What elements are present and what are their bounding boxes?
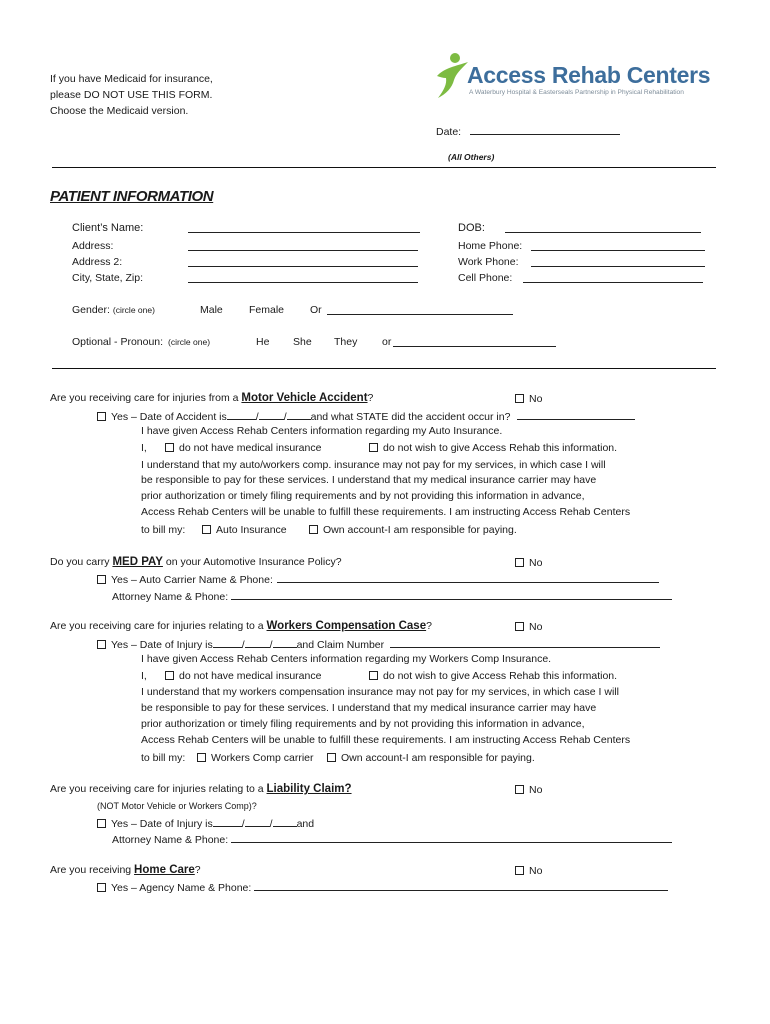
wc-text: Access Rehab Centers will be unable to fulfill these requirements. I am instructing Access Rehab Centers: [141, 734, 631, 746]
attorney-field[interactable]: [231, 832, 672, 843]
mva-text: I have given Access Rehab Centers information regarding my Auto Insurance.: [141, 425, 503, 437]
checkbox[interactable]: [165, 443, 174, 452]
checkbox[interactable]: [369, 443, 378, 452]
claim-number-field[interactable]: [390, 637, 660, 648]
mva-text: Access Rehab Centers will be unable to fulfill these requirements. I am instructing Access Rehab Centers: [141, 506, 631, 518]
logo-name: Access Rehab Centers: [467, 62, 711, 88]
wc-no-insurance-option[interactable]: do not have medical insurance: [165, 670, 321, 682]
work-phone-label: Work Phone:: [458, 256, 519, 268]
client-name-label: Client’s Name:: [72, 222, 144, 234]
homecare-yes-option[interactable]: Yes – Agency Name & Phone:: [97, 880, 668, 894]
agency-field[interactable]: [254, 880, 668, 891]
divider: [52, 368, 716, 369]
checkbox[interactable]: [97, 883, 106, 892]
checkbox[interactable]: [97, 819, 106, 828]
wc-text: I understand that my workers compensation insurance may not pay for my services, in which case I will: [141, 686, 619, 698]
checkbox[interactable]: [515, 622, 524, 631]
mva-yes-option[interactable]: Yes – Date of Accident is / / and what STATE did the accident occur in?: [97, 409, 635, 423]
mva-text: I understand that my auto/workers comp. insurance may not pay for my services, in which case I will: [141, 459, 606, 471]
address-field[interactable]: [188, 240, 418, 251]
wc-decline-option[interactable]: do not wish to give Access Rehab this information.: [369, 670, 617, 682]
medicaid-notice: If you have Medicaid for insurance, please DO NOT USE THIS FORM. Choose the Medicaid version.: [50, 73, 213, 117]
checkbox[interactable]: [515, 394, 524, 403]
home-phone-label: Home Phone:: [458, 240, 523, 252]
bill-own-account-option[interactable]: Own account-I am responsible for paying.: [309, 524, 517, 536]
checkbox[interactable]: [369, 671, 378, 680]
checkbox[interactable]: [309, 525, 318, 534]
checkbox[interactable]: [97, 412, 106, 421]
mva-decline-option[interactable]: do not wish to give Access Rehab this information.: [369, 442, 617, 454]
gender-row: Gender: (circle one): [72, 304, 155, 316]
checkbox[interactable]: [327, 753, 336, 762]
gender-female[interactable]: Female: [249, 304, 285, 316]
city-field[interactable]: [188, 272, 418, 283]
medpay-yes-option[interactable]: Yes – Auto Carrier Name & Phone:: [97, 572, 659, 586]
mva-question: Are you receiving care for injuries from a Motor Vehicle Accident?: [50, 392, 374, 404]
gender-other-field[interactable]: [327, 304, 513, 315]
wc-text: I have given Access Rehab Centers information regarding my Workers Comp Insurance.: [141, 653, 552, 665]
mva-no-option[interactable]: No: [515, 393, 542, 405]
pronoun-he[interactable]: He: [256, 336, 270, 348]
wc-text: prior authorization or timely filing requirements and by not providing this information in advance,: [141, 718, 585, 730]
address-label: Address:: [72, 240, 114, 252]
wc-no-option[interactable]: No: [515, 621, 542, 633]
dob-label: DOB:: [458, 222, 485, 234]
date-line[interactable]: [470, 124, 620, 135]
liability-question: Are you receiving care for injuries relating to a Liability Claim?: [50, 783, 352, 795]
logo-figure-icon: [434, 50, 470, 100]
date-field[interactable]: Date:: [436, 124, 620, 138]
medpay-no-option[interactable]: No: [515, 557, 542, 569]
logo-tagline: A Waterbury Hospital & Easterseals Partnership in Physical Rehabilitation: [469, 89, 684, 96]
wc-text: be responsible to pay for these services. I understand that my medical insurance carrier may have: [141, 702, 597, 714]
wc-yes-option[interactable]: Yes – Date of Injury is / / and Claim Number: [97, 637, 660, 651]
home-phone-field[interactable]: [531, 240, 705, 251]
checkbox[interactable]: [515, 558, 524, 567]
mva-text: be responsible to pay for these services. I understand that my medical insurance carrier may have: [141, 474, 597, 486]
mva-text: prior authorization or timely filing requirements and by not providing this information in advance,: [141, 490, 585, 502]
liability-note: (NOT Motor Vehicle or Workers Comp)?: [97, 801, 257, 811]
bill-wc-own-account-option[interactable]: Own account-I am responsible for paying.: [327, 752, 535, 764]
pronoun-row: Optional - Pronoun: (circle one): [72, 336, 211, 348]
address2-label: Address 2:: [72, 256, 123, 268]
checkbox[interactable]: [515, 785, 524, 794]
state-field[interactable]: [517, 409, 635, 420]
checkbox[interactable]: [97, 640, 106, 649]
checkbox[interactable]: [197, 753, 206, 762]
checkbox[interactable]: [97, 575, 106, 584]
cell-phone-field[interactable]: [523, 272, 703, 283]
all-others-label: (All Others): [448, 152, 495, 162]
pronoun-other-field[interactable]: [393, 336, 556, 347]
address2-field[interactable]: [188, 256, 418, 267]
work-phone-field[interactable]: [531, 256, 705, 267]
client-name-field[interactable]: [188, 222, 420, 233]
section-title: PATIENT INFORMATION: [50, 188, 214, 205]
checkbox[interactable]: [165, 671, 174, 680]
wc-question: Are you receiving care for injuries relating to a Workers Compensation Case?: [50, 620, 432, 632]
homecare-question: Are you receiving Home Care?: [50, 864, 201, 876]
liability-no-option[interactable]: No: [515, 784, 542, 796]
pronoun-or: or: [382, 336, 392, 348]
pronoun-she[interactable]: She: [293, 336, 312, 348]
city-label: City, State, Zip:: [72, 272, 143, 284]
medpay-question: Do you carry MED PAY on your Automotive Insurance Policy?: [50, 556, 342, 568]
bill-auto-insurance-option[interactable]: Auto Insurance: [202, 524, 287, 536]
mva-no-insurance-option[interactable]: do not have medical insurance: [165, 442, 321, 454]
medpay-attorney: Attorney Name & Phone:: [112, 589, 672, 603]
gender-male[interactable]: Male: [200, 304, 223, 316]
dob-field[interactable]: [505, 222, 701, 233]
gender-or: Or: [310, 304, 322, 316]
auto-carrier-field[interactable]: [277, 572, 659, 583]
cell-phone-label: Cell Phone:: [458, 272, 513, 284]
liability-attorney: Attorney Name & Phone:: [112, 832, 672, 846]
checkbox[interactable]: [515, 866, 524, 875]
pronoun-they[interactable]: They: [334, 336, 358, 348]
attorney-field[interactable]: [231, 589, 672, 600]
divider: [52, 167, 716, 168]
bill-wc-carrier-option[interactable]: Workers Comp carrier: [197, 752, 314, 764]
homecare-no-option[interactable]: No: [515, 865, 542, 877]
checkbox[interactable]: [202, 525, 211, 534]
liability-yes-option[interactable]: Yes – Date of Injury is / / and: [97, 816, 314, 830]
